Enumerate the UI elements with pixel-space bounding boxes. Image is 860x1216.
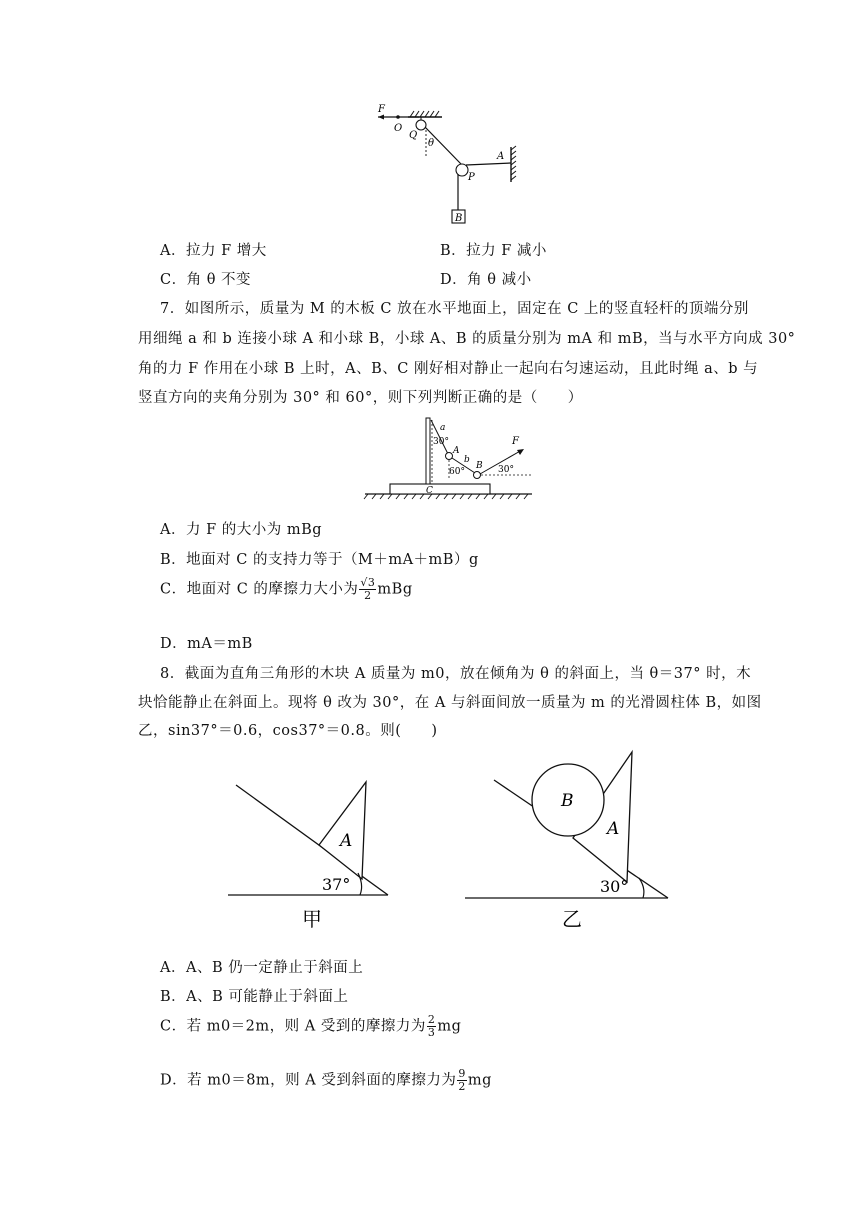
q8-option-d-fraction: [457, 1068, 467, 1093]
q7-stem-line-2: 用细绳 a 和 b 连接小球 A 和小球 B，小球 A、B 的质量分别为 mA 和 mB，当与水平方向成 30°: [138, 331, 796, 347]
q8-angle-30: 30°: [600, 877, 629, 896]
q8-stem-line-1: 8．截面为直角三角形的木块 A 质量为 m0，放在倾角为 θ 的斜面上，当 θ＝37° 时，木: [160, 666, 752, 682]
q8-option-a[interactable]: A．A、B 仍一定静止于斜面上: [160, 960, 364, 976]
q7-option-c-tail: mBg: [377, 581, 413, 598]
q8-option-b[interactable]: B．A、B 可能静止于斜面上: [160, 989, 349, 1005]
q8-label-A2: A: [607, 819, 620, 839]
q6-label-O: O: [394, 123, 403, 134]
q8-angle-37: 37°: [322, 875, 351, 894]
q7-option-c-fraction: [359, 577, 376, 602]
q8-option-d[interactable]: [160, 1068, 492, 1093]
q7-label-a-angle: 30°: [433, 437, 449, 447]
q7-label-B: B: [476, 461, 483, 471]
q8-figure-jia: [228, 782, 388, 931]
q8-option-c-tail: mg: [437, 1018, 462, 1035]
q8-label-B: B: [561, 791, 574, 811]
q8-caption-jia: 甲: [302, 907, 322, 931]
q8-option-c-fraction: [427, 1014, 437, 1039]
q7-option-c-numerator: √3: [360, 576, 376, 589]
q7-option-b[interactable]: B．地面对 C 的支持力等于（M＋mA＋mB）g: [160, 552, 479, 568]
q8-figure: [218, 742, 680, 942]
q6-label-Q: Q: [409, 130, 418, 141]
q8-option-c-denominator: 3: [427, 1026, 436, 1039]
q7-label-b-angle: 60°: [449, 467, 465, 477]
q8-option-c-numerator: 2: [427, 1013, 436, 1026]
q8-option-d-tail: mg: [467, 1072, 492, 1089]
q6-label-B: B: [455, 213, 463, 224]
q6-label-A: A: [497, 151, 505, 162]
q7-label-C: C: [426, 486, 433, 496]
q6-label-F: F: [378, 104, 385, 115]
q7-stem-line-3: 角的力 F 作用在小球 B 上时，A、B、C 刚好相对静止一起向右匀速运动，且此时绳 a、b 与: [138, 361, 759, 377]
q7-label-A: A: [453, 446, 460, 456]
q8-stem-line-3: 乙，sin37°＝0.6，cos37°＝0.8。则( ): [138, 723, 438, 739]
q8-option-c-text: C．若 m0＝2m，则 A 受到的摩擦力为: [160, 1018, 426, 1035]
q8-option-c[interactable]: [160, 1014, 461, 1039]
q7-stem-line-4: 竖直方向的夹角分别为 30° 和 60°，则下列判断正确的是（ ）: [138, 390, 583, 406]
q8-label-A1: A: [340, 831, 353, 851]
q8-caption-yi: 乙: [562, 907, 582, 931]
q6-option-a[interactable]: A．拉力 F 增大: [160, 243, 267, 259]
q6-label-theta: θ: [428, 138, 435, 149]
q7-label-b: b: [464, 455, 470, 465]
q8-figure-yi: [465, 752, 668, 931]
q6-label-P: P: [468, 172, 475, 183]
q7-option-c-text: C．地面对 C 的摩擦力大小为: [160, 581, 359, 598]
q8-option-d-text: D．若 m0＝8m，则 A 受到斜面的摩擦力为: [160, 1072, 457, 1089]
q7-stem-line-1: 7．如图所示，质量为 M 的木板 C 放在水平地面上，固定在 C 上的竖直轻杆的顶端分别: [160, 301, 749, 317]
q7-label-a: a: [440, 423, 446, 433]
q7-option-c-denominator: 2: [364, 589, 372, 602]
q7-option-d[interactable]: D．mA＝mB: [160, 636, 253, 652]
q8-option-d-denominator: 2: [458, 1080, 466, 1093]
q8-option-d-numerator: 9: [458, 1067, 466, 1080]
q6-option-b[interactable]: B．拉力 F 减小: [440, 243, 547, 259]
q6-option-d[interactable]: D．角 θ 减小: [440, 272, 532, 288]
q7-label-F: F: [512, 436, 519, 447]
q8-stem-line-2: 块恰能静止在斜面上。现将 θ 改为 30°，在 A 与斜面间放一质量为 m 的光滑圆柱体 B，如图: [138, 695, 762, 711]
q6-option-c[interactable]: C．角 θ 不变: [160, 272, 252, 288]
q7-option-a[interactable]: A．力 F 的大小为 mBg: [160, 522, 323, 538]
q7-label-F-angle: 30°: [498, 465, 514, 475]
q7-figure: [360, 412, 540, 504]
q7-option-c[interactable]: [160, 577, 413, 602]
q6-figure: [370, 100, 520, 230]
